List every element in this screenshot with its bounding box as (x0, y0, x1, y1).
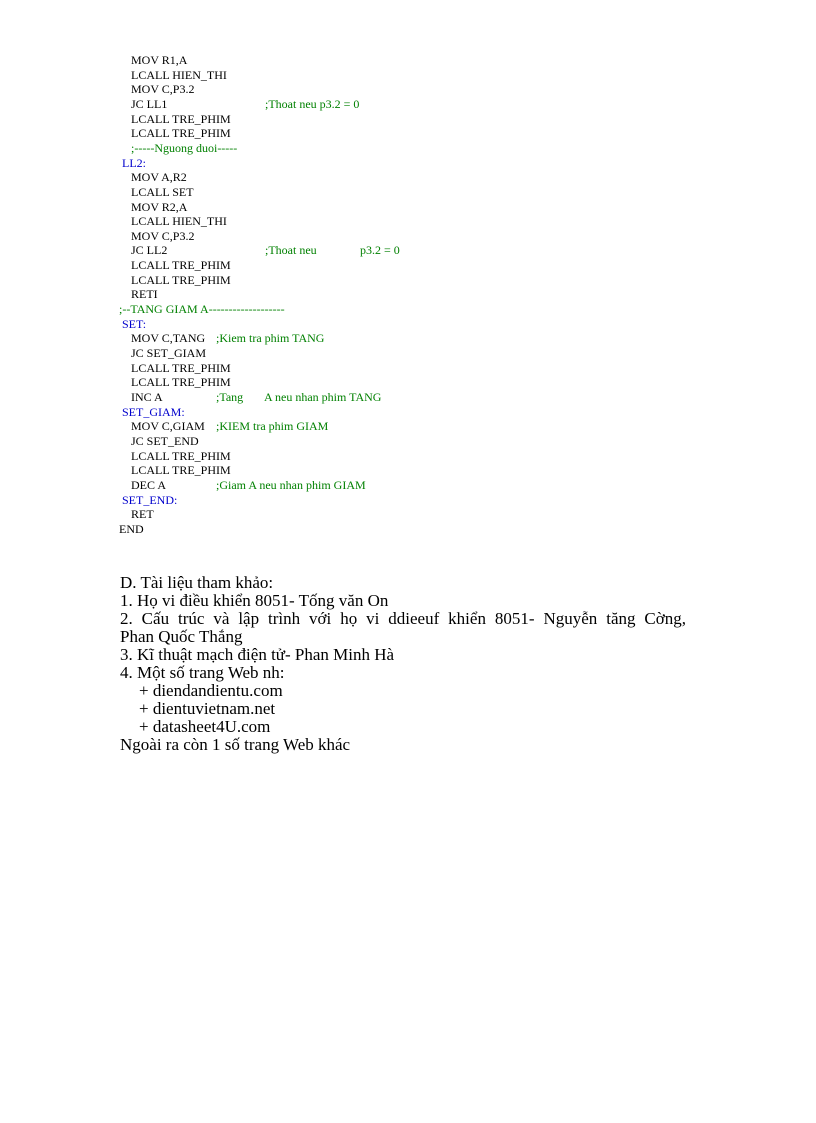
code-line: LCALL TRE_PHIM (131, 449, 231, 463)
code-line: MOV A,R2 (131, 170, 187, 184)
code-comment: ;--TANG GIAM A------------------- (119, 302, 285, 316)
code-label: SET: (122, 317, 147, 331)
references-heading: D. Tài liệu tham khảo: (120, 573, 274, 592)
code-line: RET (131, 507, 154, 521)
code-comment: ;KIEM tra phim GIAM (216, 419, 329, 433)
code-comment: ;-----Nguong duoi----- (131, 141, 238, 155)
reference-item: 1. Họ vi điều khiển 8051- Tống văn On (120, 591, 389, 610)
code-comment: ;Tang (216, 390, 244, 404)
code-line: JC SET_GIAM (131, 346, 207, 360)
code-line: LCALL HIEN_THI (131, 214, 227, 228)
code-line: END (119, 522, 144, 536)
code-comment: ;Kiem tra phim TANG (216, 331, 325, 345)
code-comment: p3.2 = 0 (360, 243, 400, 257)
website-item: + dientuvietnam.net (139, 699, 276, 718)
code-line: LCALL TRE_PHIM (131, 361, 231, 375)
code-line: LCALL TRE_PHIM (131, 258, 231, 272)
code-comment: ;Giam A neu nhan phim GIAM (216, 478, 366, 492)
website-item: + diendandientu.com (139, 681, 283, 700)
code-line: JC SET_END (131, 434, 199, 448)
code-label: SET_END: (122, 493, 178, 507)
code-line: MOV C,P3.2 (131, 82, 195, 96)
reference-item: Phan Quốc Thắng (120, 627, 243, 646)
code-comment: ;Thoat neu (265, 243, 317, 257)
code-line: LCALL TRE_PHIM (131, 375, 231, 389)
code-line: MOV C,GIAM (131, 419, 205, 433)
reference-item: 3. Kĩ thuật mạch điện tử- Phan Minh Hà (120, 645, 395, 664)
code-line: JC LL1 (131, 97, 168, 111)
reference-item: 4. Một số trang Web nh: (120, 663, 285, 682)
code-line: DEC A (131, 478, 167, 492)
code-line: LCALL TRE_PHIM (131, 463, 231, 477)
code-line: MOV R2,A (131, 200, 188, 214)
code-line: MOV C,P3.2 (131, 229, 195, 243)
code-line: LCALL TRE_PHIM (131, 112, 231, 126)
reference-item: 2. Cấu trúc và lập trình với họ vi ddieeuf khiển 8051- Nguyễn tăng Cờng, (120, 609, 686, 628)
code-label: LL2: (122, 156, 146, 170)
code-label: SET_GIAM: (122, 405, 185, 419)
code-line: JC LL2 (131, 243, 168, 257)
code-comment: ;Thoat neu p3.2 = 0 (265, 97, 360, 111)
code-line: RETI (131, 287, 158, 301)
website-item: + datasheet4U.com (139, 717, 271, 736)
code-line: LCALL HIEN_THI (131, 68, 227, 82)
code-line: INC A (131, 390, 163, 404)
code-line: MOV R1,A (131, 53, 188, 67)
code-line: LCALL TRE_PHIM (131, 126, 231, 140)
reference-item: Ngoài ra còn 1 số trang Web khác (120, 735, 351, 754)
code-line: MOV C,TANG (131, 331, 206, 345)
code-line: LCALL SET (131, 185, 194, 199)
code-comment: A neu nhan phim TANG (264, 390, 382, 404)
code-line: LCALL TRE_PHIM (131, 273, 231, 287)
